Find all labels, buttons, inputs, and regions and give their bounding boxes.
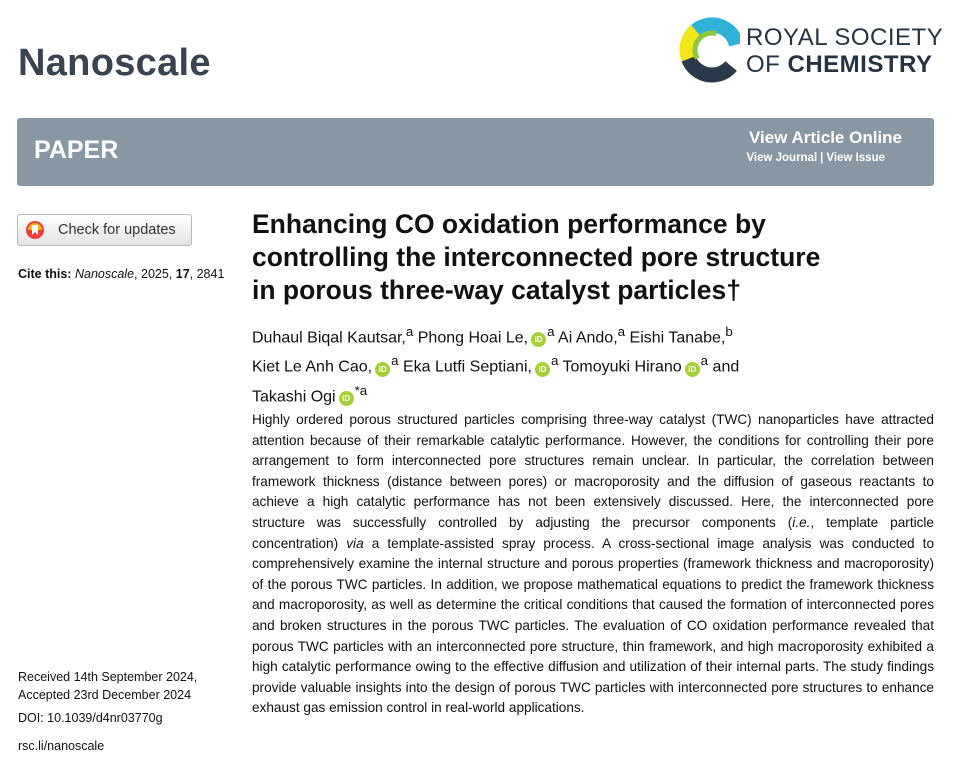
- rsc-name-chemistry: CHEMISTRY: [787, 51, 933, 78]
- cite-label: Cite this:: [18, 267, 72, 281]
- title-line-1: Enhancing CO oxidation performance by: [252, 209, 766, 239]
- abstract-via: via: [346, 535, 364, 551]
- citation: [18, 267, 224, 281]
- check-for-updates-label: Check for updates: [58, 222, 176, 238]
- author-ando[interactable]: Ai Ando,: [558, 329, 618, 347]
- history-dates: [18, 668, 197, 704]
- author-list: [252, 320, 852, 408]
- affiliation-mark: a: [550, 353, 559, 369]
- received-date: Received 14th September 2024,: [18, 670, 198, 684]
- author-and: and: [712, 358, 740, 376]
- author-le[interactable]: Phong Hoai Le,: [417, 329, 529, 347]
- affiliation-mark: a: [617, 324, 626, 339]
- check-for-updates-button[interactable]: [17, 214, 192, 246]
- abstract-part-1: Highly ordered porous structured particles comprising three-way catalyst (TWC) nanoparticles have attracted attention because of their remarkable catalytic performance. However, the conditions for controlling their pore arrangement to form interconnected pore structures remain unclear. In particular, the correlation between framework thickness (distance between pores) or macroporosity and the diffusion of gaseous reactants to achieve a high catalytic performance has not been extensively discussed. Here, the interconnected pore structure was successfully controlled by adjusting the precursor components (: [252, 412, 934, 530]
- affiliation-mark: a: [547, 324, 555, 339]
- rsc-logo[interactable]: [678, 10, 948, 88]
- abstract-part-3: a template-assisted spray process. A cross-sectional image analysis was conducted to comprehensively examine the internal structure and porous properties (framework thickness and macroporosity) of the porous TWC particles. In addition, we propose mathematical equations to predict the framework thickness and macroporosity, as well as determine the critical conditions that caused the formation of interconnected pores and broken structures in the porous TWC particles. The evaluation of CO oxidation performance revealed that porous TWC particles with an interconnected pore structure, thin framework, and high macroporosity exhibited a high catalytic performance owing to the effective diffusion and utilization of their internal parts. The study findings provide valuable insights into the design of porous TWC particles with interconnected pore structures to enhance exhaust gas emission control in real-world applications.: [252, 535, 935, 716]
- abstract: [252, 410, 934, 719]
- crossmark-icon: [25, 220, 45, 240]
- rsc-name-of: OF: [746, 51, 781, 78]
- affiliation-mark: a: [405, 324, 414, 339]
- author-hirano[interactable]: Tomoyuki Hirano: [562, 358, 682, 376]
- abstract-part-2: , template particle concentration): [252, 514, 934, 551]
- article-type: PAPER: [34, 136, 119, 164]
- orcid-icon[interactable]: iD: [375, 362, 390, 377]
- affiliation-mark: a: [700, 353, 709, 369]
- orcid-icon[interactable]: iD: [535, 362, 550, 377]
- view-issue-link[interactable]: View Issue: [826, 152, 885, 164]
- link-separator: |: [820, 152, 824, 164]
- journal-title: Nanoscale: [18, 42, 211, 84]
- corresponding-mark: *a: [354, 382, 368, 398]
- accepted-date: Accepted 23rd December 2024: [18, 688, 192, 702]
- journal-site-link[interactable]: rsc.li/nanoscale: [18, 739, 105, 753]
- cite-year: , 2025,: [134, 267, 176, 281]
- author-tanabe[interactable]: Eishi Tanabe,: [629, 329, 726, 347]
- article-title: [252, 208, 892, 307]
- orcid-icon[interactable]: iD: [339, 391, 354, 406]
- rsc-name-line1: ROYAL SOCIETY: [746, 24, 944, 51]
- affiliation-mark: b: [725, 324, 733, 339]
- cite-journal: Nanoscale: [74, 267, 135, 281]
- title-line-3: in porous three-way catalyst particles†: [252, 275, 741, 305]
- view-article-online-link[interactable]: View Article Online: [748, 128, 902, 147]
- doi[interactable]: DOI: 10.1039/d4nr03770g: [18, 711, 163, 725]
- abstract-ie: i.e.: [792, 514, 811, 530]
- affiliation-mark: a: [391, 353, 399, 369]
- cite-page: , 2841: [189, 267, 225, 281]
- author-cao[interactable]: Kiet Le Anh Cao,: [252, 358, 373, 376]
- title-line-2: controlling the interconnected pore structure: [252, 242, 821, 272]
- author-kautsar[interactable]: Duhaul Biqal Kautsar,: [252, 329, 406, 347]
- article-banner: [17, 118, 934, 186]
- view-journal-link[interactable]: View Journal: [746, 152, 818, 164]
- rsc-emblem-icon: [678, 12, 740, 86]
- cite-volume: 17: [175, 267, 190, 281]
- author-ogi[interactable]: Takashi Ogi: [252, 387, 336, 405]
- author-septiani[interactable]: Eka Lutfi Septiani,: [402, 358, 532, 376]
- orcid-icon[interactable]: iD: [685, 362, 700, 377]
- orcid-icon[interactable]: iD: [531, 332, 546, 347]
